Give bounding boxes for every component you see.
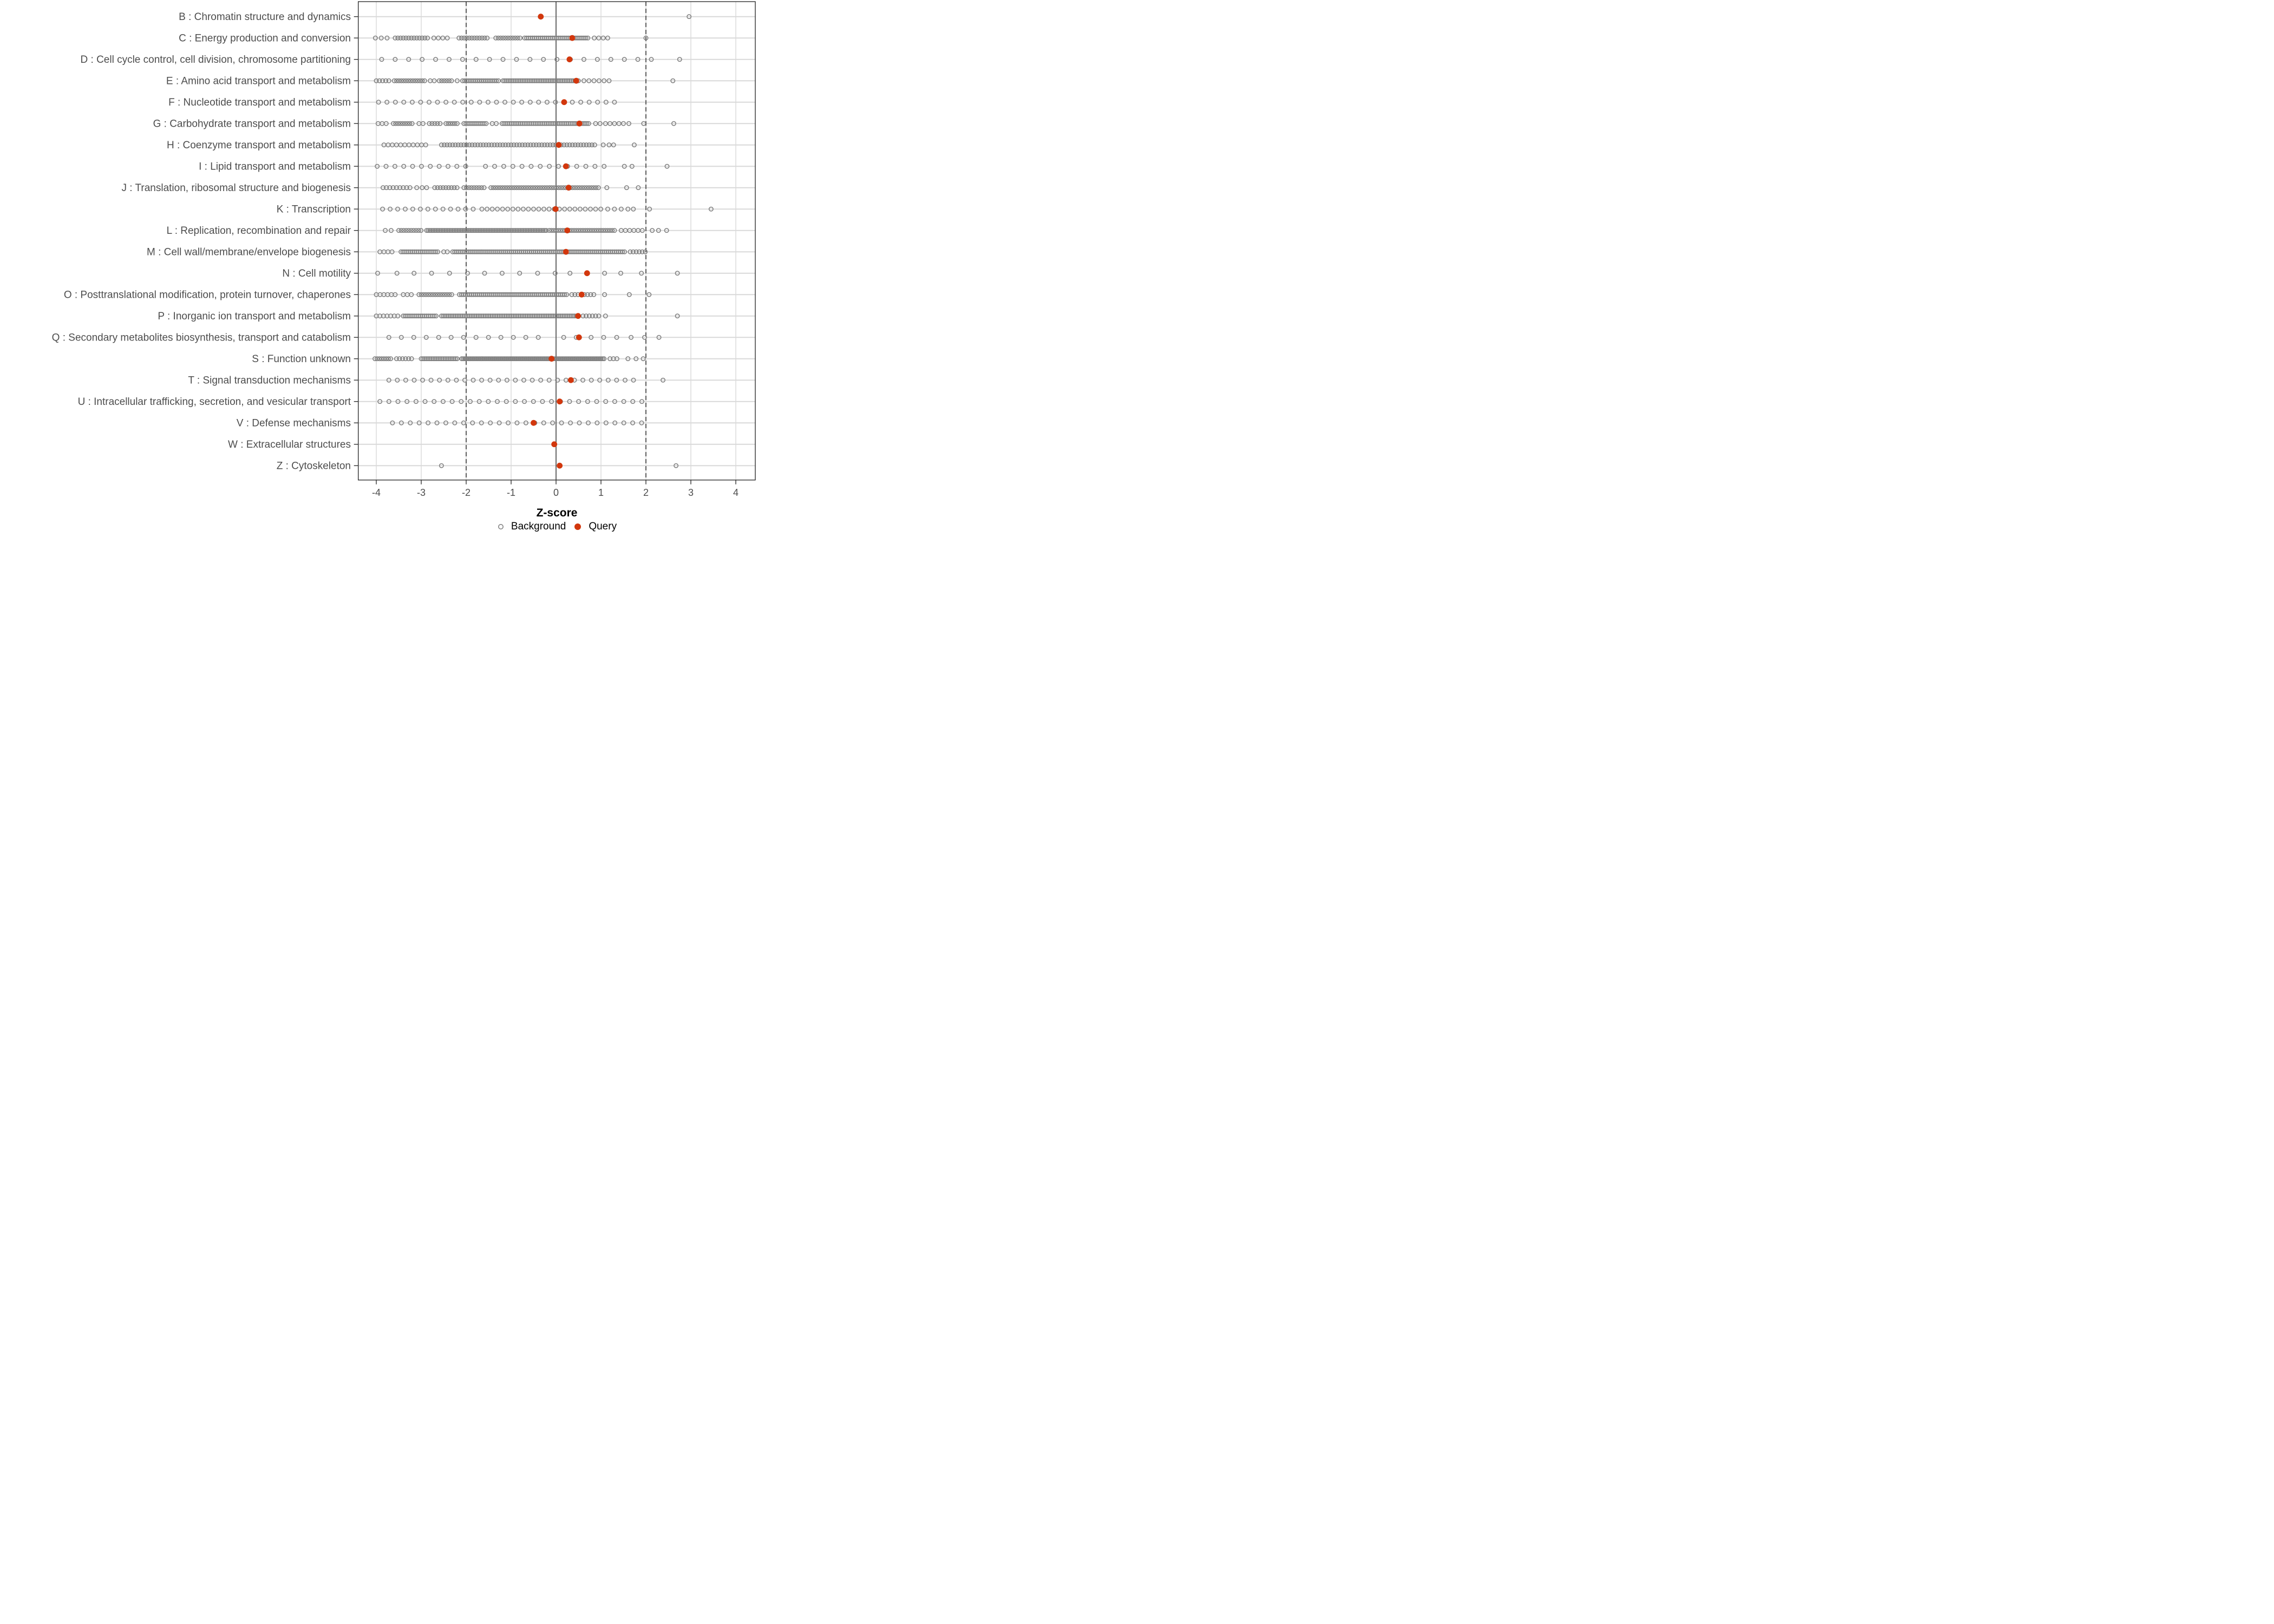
x-tick-label: 2 xyxy=(643,487,649,498)
query-point xyxy=(579,292,585,298)
legend xyxy=(358,521,755,533)
query-point xyxy=(551,441,557,447)
y-axis-label-S: S : Function unknown xyxy=(252,353,351,365)
cog-zscore-figure xyxy=(0,0,758,541)
query-point xyxy=(566,185,572,191)
y-axis-label-F: F : Nucleotide transport and metabolism xyxy=(168,97,351,109)
x-tick-label: 0 xyxy=(553,487,559,498)
query-point xyxy=(557,398,563,404)
y-axis-label-H: H : Coenzyme transport and metabolism xyxy=(166,140,351,152)
x-tick-label: 3 xyxy=(688,487,694,498)
y-axis-label-P: P : Inorganic ion transport and metabolism xyxy=(158,311,351,323)
query-point xyxy=(531,420,537,426)
y-axis-label-E: E : Amino acid transport and metabolism xyxy=(166,75,351,87)
x-tick-label: -2 xyxy=(461,487,471,498)
zscore-strip-plot xyxy=(0,0,758,541)
query-point xyxy=(584,270,590,276)
y-axis-label-D: D : Cell cycle control, cell division, chromosome partitioning xyxy=(80,54,351,66)
query-point xyxy=(561,99,567,105)
y-axis-label-J: J : Translation, ribosomal structure and biogenesis xyxy=(121,182,351,194)
legend-item-background xyxy=(497,521,566,533)
y-axis-label-O: O : Posttranslational modification, protein turnover, chaperones xyxy=(63,289,351,301)
query-point xyxy=(548,356,554,362)
x-tick-label: 4 xyxy=(733,487,739,498)
y-axis-label-U: U : Intracellular trafficking, secretion, and vesicular transport xyxy=(77,396,351,408)
legend-label-query: Query xyxy=(589,521,617,532)
x-tick-label: -3 xyxy=(416,487,426,498)
y-axis-label-G: G : Carbohydrate transport and metabolism xyxy=(153,118,351,130)
legend-label-background: Background xyxy=(511,521,566,532)
y-axis-label-L: L : Replication, recombination and repair xyxy=(166,225,351,237)
y-axis-label-M: M : Cell wall/membrane/envelope biogenesis xyxy=(146,246,351,258)
y-axis-label-B: B : Chromatin structure and dynamics xyxy=(179,11,351,23)
query-point xyxy=(557,463,563,469)
open-circle-icon xyxy=(497,523,505,531)
x-tick-label: -1 xyxy=(506,487,516,498)
y-axis-label-Z: Z : Cytoskeleton xyxy=(276,460,351,472)
query-point xyxy=(567,56,573,62)
y-axis-label-V: V : Defense mechanisms xyxy=(236,417,351,429)
query-point xyxy=(576,335,582,340)
panel-border xyxy=(358,2,755,480)
y-axis-label-Q: Q : Secondary metabolites biosynthesis, transport and catabolism xyxy=(51,332,351,344)
y-axis-label-I: I : Lipid transport and metabolism xyxy=(199,161,351,173)
query-point xyxy=(564,227,570,233)
query-point xyxy=(556,142,562,148)
query-point xyxy=(538,14,544,19)
x-tick-label: 1 xyxy=(598,487,604,498)
query-point xyxy=(553,206,559,212)
legend-item-query xyxy=(573,521,617,533)
x-tick-label: -4 xyxy=(371,487,381,498)
x-axis-title: Z-score xyxy=(536,507,578,519)
query-point xyxy=(568,377,574,383)
y-axis-label-T: T : Signal transduction mechanisms xyxy=(188,375,351,387)
query-point xyxy=(563,163,569,169)
query-point xyxy=(569,35,575,41)
filled-circle-icon xyxy=(573,522,582,531)
y-axis-label-W: W : Extracellular structures xyxy=(228,439,351,451)
query-point xyxy=(573,78,579,84)
y-axis-label-K: K : Transcription xyxy=(276,204,351,215)
y-axis-label-C: C : Energy production and conversion xyxy=(179,32,351,44)
y-axis-label-N: N : Cell motility xyxy=(282,268,351,280)
query-point xyxy=(577,121,583,127)
query-point xyxy=(563,249,569,255)
query-point xyxy=(575,313,581,319)
